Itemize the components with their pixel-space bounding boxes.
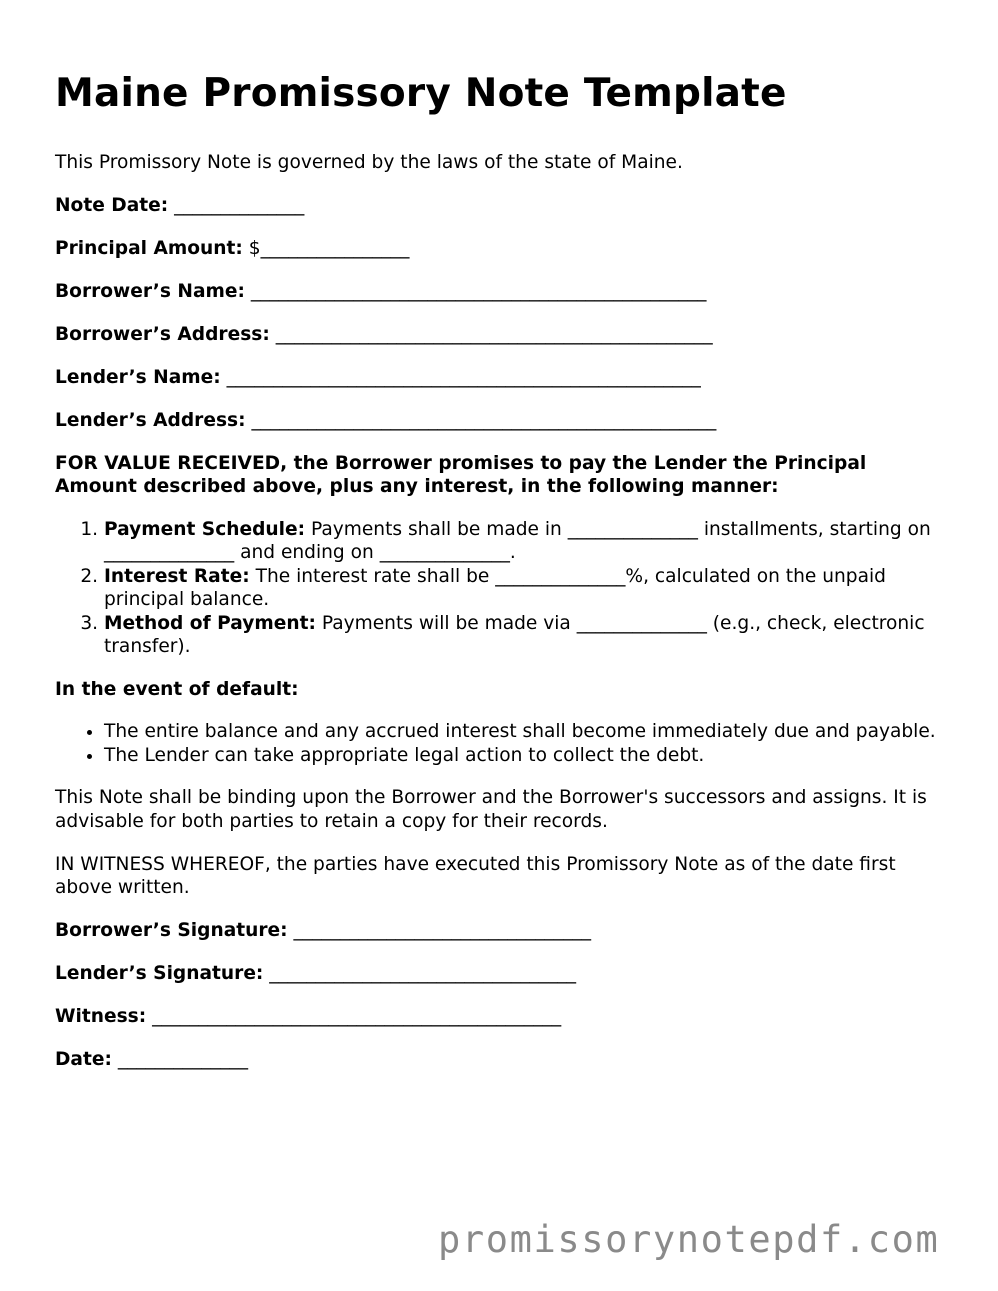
borrower-address-blank: _______________________________________________ [275,323,713,345]
list-item: • The Lender can take appropriate legal action to collect the debt. [104,744,945,768]
principal-amount-label: Principal Amount: [55,237,243,259]
default-heading: In the event of default: [55,678,299,700]
term-label: Payment Schedule: [104,518,306,540]
term-payment-schedule [104,518,945,565]
witness-paragraph: IN WITNESS WHEREOF, the parties have executed this Promissory Note as of the date first above written. [55,853,896,898]
lender-address-label: Lender’s Address: [55,409,246,431]
borrower-name-blank: _________________________________________________ [250,280,707,302]
witness-signature-field [55,1005,945,1029]
lender-name-field [55,366,945,390]
term-label: Method of Payment: [104,612,316,634]
lender-signature-blank: _________________________________ [269,963,577,984]
borrower-name-field [55,280,945,304]
term-text: Payments shall be made in ______________ installments, starting on ______________ and ending on ______________. [104,518,931,563]
lender-address-field [55,409,945,433]
borrower-signature-blank: ________________________________ [293,920,592,941]
watermark: promissorynotepdf.com [438,1218,940,1261]
term-method-of-payment [104,612,945,659]
lender-address-blank: __________________________________________________ [251,409,717,431]
signature-date-blank: ______________ [117,1049,248,1070]
term-text: The interest rate shall be ______________%, calculated on the unpaid principal balance. [104,565,886,610]
borrower-address-label: Borrower’s Address: [55,323,270,345]
lender-signature-field [55,962,945,986]
principal-amount-field [55,237,945,261]
payment-terms-list [55,518,945,659]
note-date-label: Note Date: [55,194,169,216]
page-title: Maine Promissory Note Template [55,71,787,116]
list-item: • The entire balance and any accrued interest shall become immediately due and payable. [104,720,945,744]
borrower-name-label: Borrower’s Name: [55,280,245,302]
binding-paragraph: This Note shall be binding upon the Borrower and the Borrower's successors and assigns. It is advisable for both parties to retain a copy for their records. [55,787,927,832]
borrower-signature-label: Borrower’s Signature: [55,920,288,941]
document-page [55,68,945,1091]
signature-date-field [55,1048,945,1072]
note-date-field [55,194,945,218]
witness-signature-blank: ____________________________________________ [152,1006,562,1027]
borrower-address-field [55,323,945,347]
lender-signature-label: Lender’s Signature: [55,963,264,984]
term-text: Payments will be made via ______________ (e.g., check, electronic transfer). [104,612,925,657]
note-date-blank: ______________ [174,194,305,216]
term-label: Interest Rate: [104,565,250,587]
principal-amount-blank: $________________ [248,237,410,259]
value-received-statement: FOR VALUE RECEIVED, the Borrower promises to pay the Lender the Principal Amount described above, plus any interest, in the following manner: [55,452,867,497]
lender-name-label: Lender’s Name: [55,366,221,388]
witness-signature-label: Witness: [55,1006,147,1027]
term-interest-rate [104,565,945,612]
borrower-signature-field [55,919,945,943]
lender-name-blank: ___________________________________________________ [226,366,701,388]
signature-date-label: Date: [55,1049,112,1070]
default-list [55,720,945,767]
intro-text: This Promissory Note is governed by the laws of the state of Maine. [55,152,683,173]
